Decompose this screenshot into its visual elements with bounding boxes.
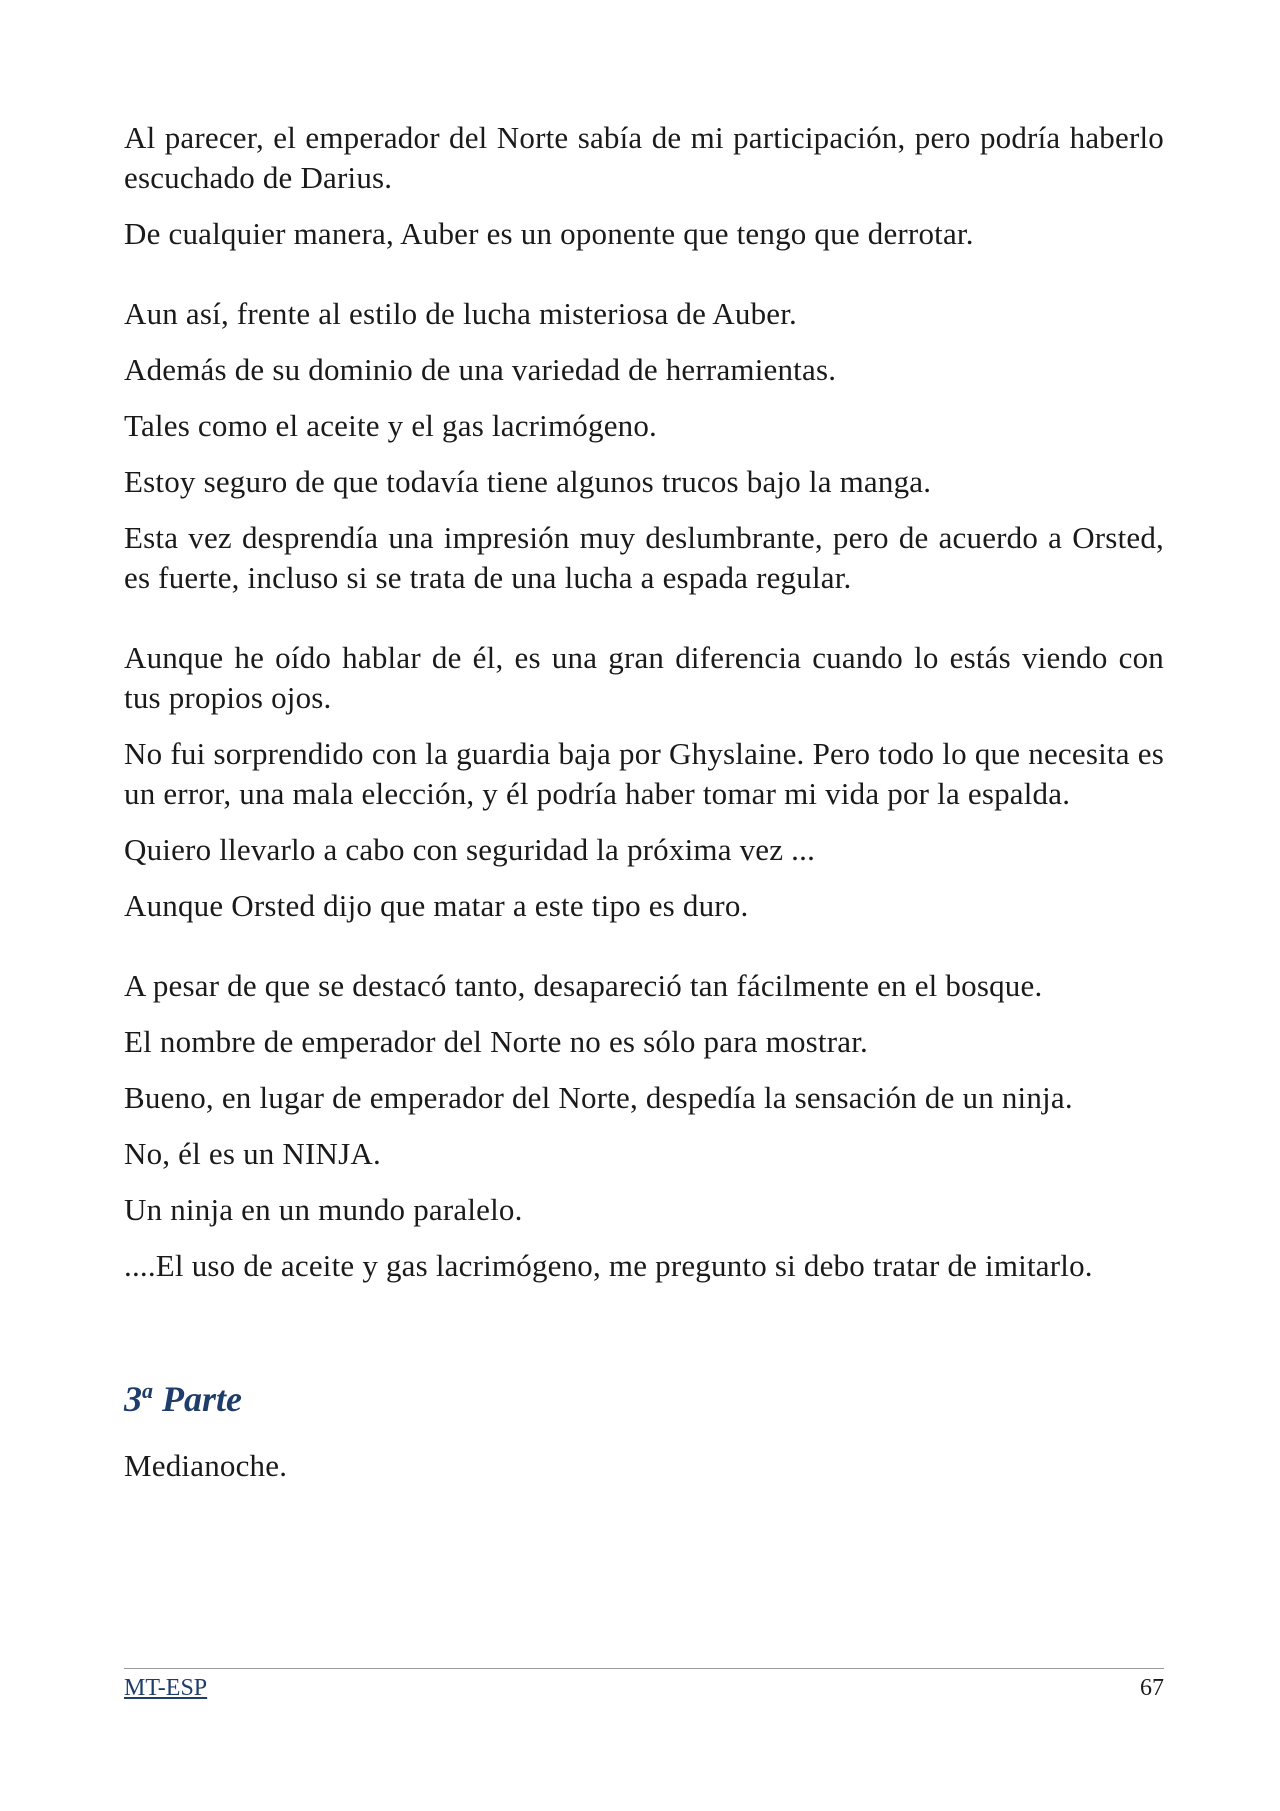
footer-site-link[interactable]: MT-ESP xyxy=(124,1675,208,1701)
paragraph: Aun así, frente al estilo de lucha misteriosa de Auber. xyxy=(124,296,798,331)
paragraph: No fui sorprendido con la guardia baja por Ghyslaine. Pero todo lo que necesita es un error, una mala elección, y él podría haber tomar mi vida por la espalda. xyxy=(124,736,1164,811)
paragraph-group-2 xyxy=(124,294,1164,598)
paragraph-group-4 xyxy=(124,966,1164,1286)
heading-number: 3 xyxy=(124,1379,142,1419)
paragraph: Tales como el aceite y el gas lacrimógeno. xyxy=(124,408,658,443)
paragraph: A pesar de que se destacó tanto, desapareció tan fácilmente en el bosque. xyxy=(124,968,1043,1003)
paragraph: Al parecer, el emperador del Norte sabía de mi participación, pero podría haberlo escuchado de Darius. xyxy=(124,120,1164,195)
paragraph-group-1 xyxy=(124,118,1164,254)
section-break xyxy=(124,270,1164,294)
paragraph: Estoy seguro de que todavía tiene algunos trucos bajo la manga. xyxy=(124,464,932,499)
paragraph: No, él es un NINJA. xyxy=(124,1136,381,1171)
paragraph-group-3 xyxy=(124,638,1164,926)
heading-ordinal: a xyxy=(142,1378,153,1403)
section-heading xyxy=(124,1374,1164,1424)
section-break xyxy=(124,614,1164,638)
heading-word: Parte xyxy=(162,1379,242,1419)
paragraph: El nombre de emperador del Norte no es sólo para mostrar. xyxy=(124,1024,868,1059)
paragraph: Esta vez desprendía una impresión muy deslumbrante, pero de acuerdo a Orsted, es fuerte, incluso si se trata de una lucha a espada regular. xyxy=(124,520,1164,595)
paragraph: Medianoche. xyxy=(124,1448,288,1483)
page-footer xyxy=(124,1668,1164,1705)
paragraph: Aunque he oído hablar de él, es una gran diferencia cuando lo estás viendo con tus propios ojos. xyxy=(124,640,1164,715)
paragraph: Aunque Orsted dijo que matar a este tipo es duro. xyxy=(124,888,749,923)
paragraph: Quiero llevarlo a cabo con seguridad la próxima vez ... xyxy=(124,832,816,867)
page-number: 67 xyxy=(1140,1675,1164,1701)
section-break xyxy=(124,942,1164,966)
document-page xyxy=(124,118,1164,1502)
paragraph: De cualquier manera, Auber es un oponente que tengo que derrotar. xyxy=(124,216,974,251)
paragraph: Bueno, en lugar de emperador del Norte, despedía la sensación de un ninja. xyxy=(124,1080,1073,1115)
paragraph: ....El uso de aceite y gas lacrimógeno, me pregunto si debo tratar de imitarlo. xyxy=(124,1248,1093,1283)
paragraph: Además de su dominio de una variedad de herramientas. xyxy=(124,352,837,387)
paragraph: Un ninja en un mundo paralelo. xyxy=(124,1192,523,1227)
section-break xyxy=(124,1302,1164,1374)
